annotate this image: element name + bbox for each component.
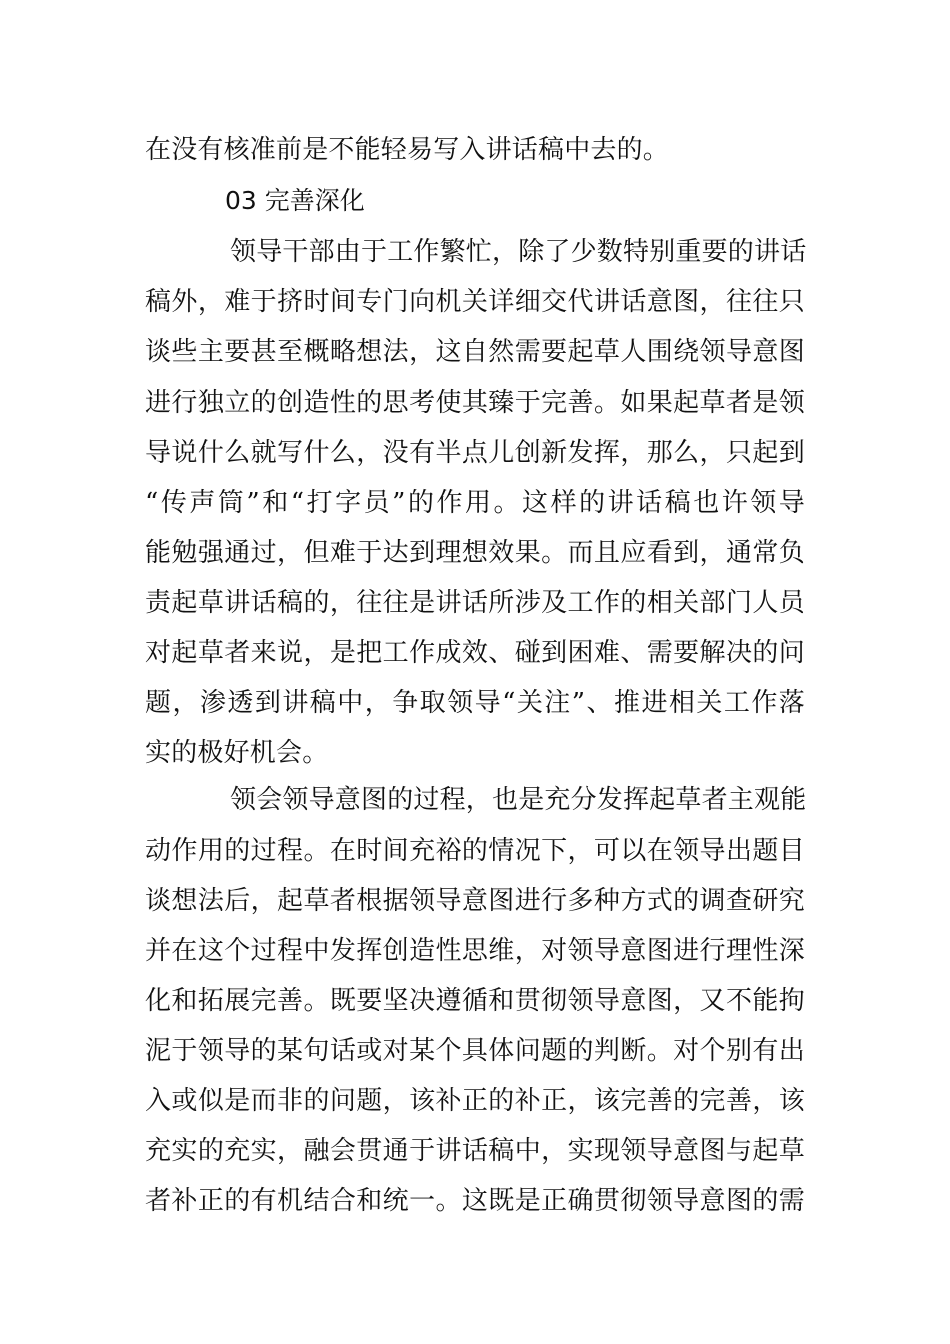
paragraph-1-line: 责起草讲话稿的，往往是讲话所涉及工作的相关部门人员 — [145, 588, 805, 618]
paragraph-2-line: 动作用的过程。在时间充裕的情况下，可以在领导出题目 — [145, 836, 805, 866]
paragraph-2-line: 并在这个过程中发挥创造性思维，对领导意图进行理性深 — [145, 936, 805, 966]
paragraph-1-line: 对起草者来说，是把工作成效、碰到困难、需要解决的问 — [145, 638, 805, 668]
paragraph-1-line: “传声筒”和“打字员”的作用。这样的讲话稿也许领导 — [145, 488, 805, 518]
intro-line: 在没有核准前是不能轻易写入讲话稿中去的。 — [145, 135, 670, 165]
paragraph-1-line: 实的极好机会。 — [145, 738, 329, 768]
paragraph-2-line: 充实的充实，融会贯通于讲话稿中，实现领导意图与起草 — [145, 1136, 805, 1166]
paragraph-1-line: 稿外，难于挤时间专门向机关详细交代讲话意图，往往只 — [145, 287, 805, 317]
paragraph-2-line: 泥于领导的某句话或对某个具体问题的判断。对个别有出 — [145, 1036, 805, 1066]
paragraph-1-line: 领导干部由于工作繁忙，除了少数特别重要的讲话 — [230, 237, 807, 267]
paragraph-2-line: 领会领导意图的过程，也是充分发挥起草者主观能 — [230, 785, 807, 815]
paragraph-2-line: 化和拓展完善。既要坚决遵循和贯彻领导意图，又不能拘 — [145, 986, 805, 1016]
paragraph-1-line: 题，渗透到讲稿中，争取领导“关注”、推进相关工作落 — [145, 688, 805, 718]
paragraph-1-line: 进行独立的创造性的思考使其臻于完善。如果起草者是领 — [145, 388, 805, 418]
section-heading: 03 完善深化 — [225, 186, 365, 215]
paragraph-2-line: 者补正的有机结合和统一。这既是正确贯彻领导意图的需 — [145, 1186, 805, 1216]
paragraph-2-line: 入或似是而非的问题，该补正的补正，该完善的完善，该 — [145, 1086, 805, 1116]
paragraph-2-line: 谈想法后，起草者根据领导意图进行多种方式的调查研究 — [145, 886, 805, 916]
paragraph-1-line: 谈些主要甚至概略想法，这自然需要起草人围绕领导意图 — [145, 337, 805, 367]
paragraph-1-line: 导说什么就写什么，没有半点儿创新发挥，那么，只起到 — [145, 438, 805, 468]
paragraph-1-line: 能勉强通过，但难于达到理想效果。而且应看到，通常负 — [145, 538, 805, 568]
